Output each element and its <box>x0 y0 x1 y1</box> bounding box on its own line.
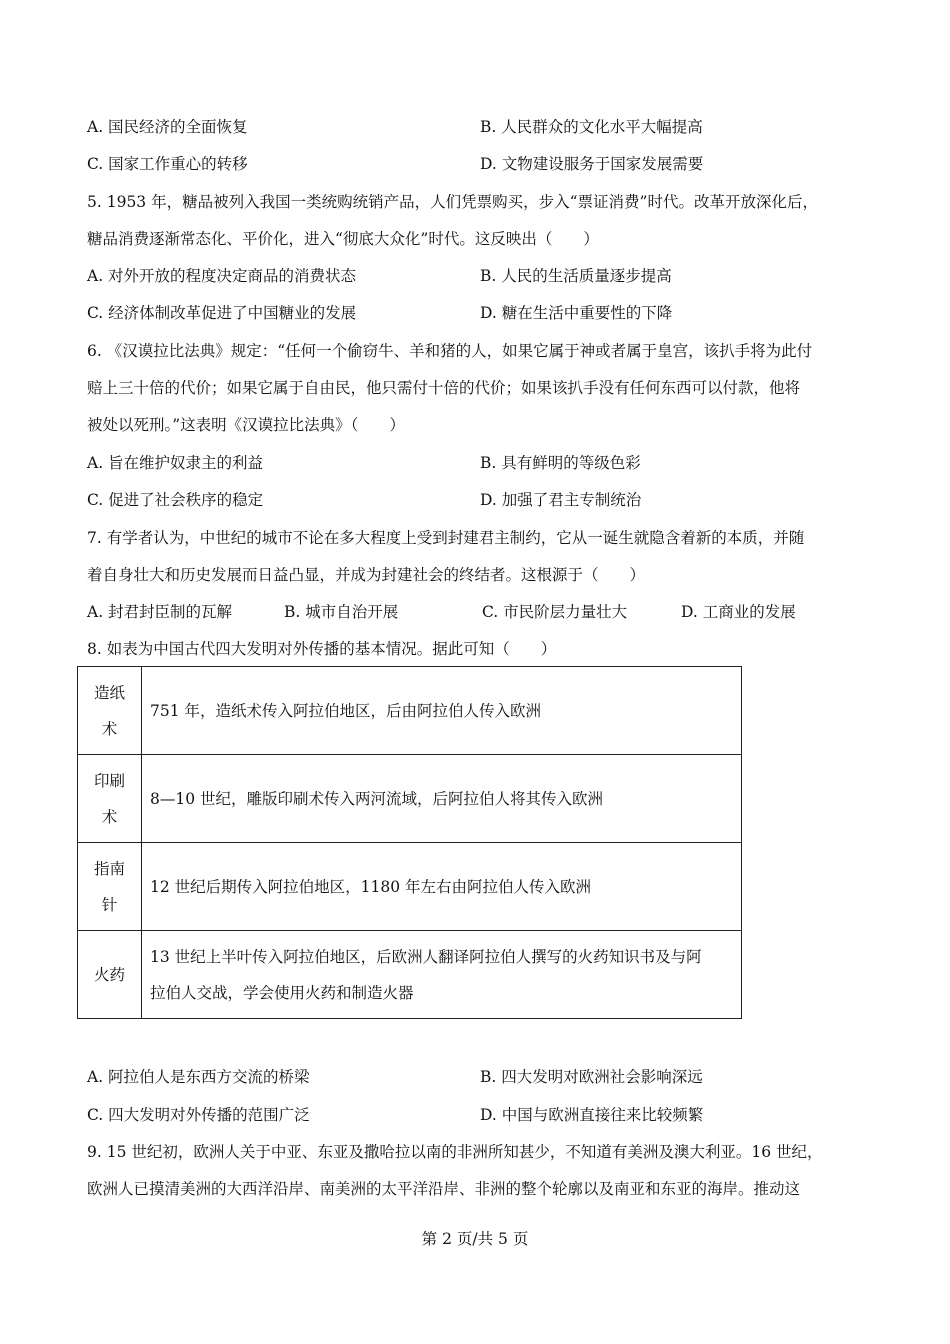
cell-text: 术 <box>101 719 118 738</box>
q7-stem-line-2: 着自身壮大和历史发展而日益凸显，并成为封建社会的终结者。这根源于（ ） <box>87 566 646 584</box>
q5-stem-line-2: 糖品消费逐渐常态化、平价化，进入“彻底大众化”时代。这反映出（ ） <box>87 230 599 248</box>
table-row <box>78 667 742 755</box>
q7-option-b: B. 城市自治开展 <box>284 603 399 621</box>
q6-stem-line-1: 6. 《汉谟拉比法典》规定：“任何一个偷窃牛、羊和猪的人，如果它属于神或者属于皇宫，该扒手将为此付 <box>87 342 813 360</box>
cell-text: 指南 <box>93 859 125 878</box>
q7-option-d: D. 工商业的发展 <box>681 603 796 621</box>
cell-text: 印刷 <box>93 771 125 790</box>
table-cell-name <box>78 931 142 1019</box>
q8-option-b: B. 四大发明对欧洲社会影响深远 <box>480 1068 703 1086</box>
table-cell-name <box>78 755 142 843</box>
q9-stem-line-2: 欧洲人已摸清美洲的大西洋沿岸、南美洲的太平洋沿岸、非洲的整个轮廓以及南亚和东亚的海岸。推动这 <box>87 1180 801 1198</box>
cell-text: 针 <box>101 895 118 914</box>
table-cell-desc <box>142 755 742 843</box>
q5-option-b: B. 人民的生活质量逐步提高 <box>480 267 672 285</box>
q6-stem-line-2: 赔上三十倍的代价；如果它属于自由民，他只需付十倍的代价；如果该扒手没有任何东西可以付款，他将 <box>87 379 801 397</box>
q5-stem-line-1: 5. 1953 年，糖品被列入我国一类统购统销产品，人们凭票购买，步入“票证消费”时代。改革开放深化后， <box>87 193 818 211</box>
q4-option-d: D. 文物建设服务于国家发展需要 <box>480 155 704 173</box>
cell-text: 751 年，造纸术传入阿拉伯地区，后由阿拉伯人传入欧洲 <box>150 701 542 720</box>
cell-text: 拉伯人交战，学会使用火药和制造火器 <box>150 983 414 1002</box>
cell-text: 术 <box>101 807 118 826</box>
q6-option-b: B. 具有鲜明的等级色彩 <box>480 454 641 472</box>
table-cell-name <box>78 843 142 931</box>
q7-option-a: A. 封君封臣制的瓦解 <box>87 603 233 621</box>
q6-option-c: C. 促进了社会秩序的稳定 <box>87 491 264 509</box>
q5-option-d: D. 糖在生活中重要性的下降 <box>480 304 673 322</box>
table-cell-desc <box>142 843 742 931</box>
q5-option-a: A. 对外开放的程度决定商品的消费状态 <box>87 267 357 285</box>
q4-option-a: A. 国民经济的全面恢复 <box>87 118 248 136</box>
q8-stem: 8. 如表为中国古代四大发明对外传播的基本情况。据此可知（ ） <box>87 640 557 658</box>
q6-option-d: D. 加强了君主专制统治 <box>480 491 642 509</box>
table-cell-desc <box>142 667 742 755</box>
q5-option-c: C. 经济体制改革促进了中国糖业的发展 <box>87 304 357 322</box>
q8-option-a: A. 阿拉伯人是东西方交流的桥梁 <box>87 1068 310 1086</box>
q4-option-c: C. 国家工作重心的转移 <box>87 155 248 173</box>
inventions-table <box>77 666 742 1019</box>
q4-option-b: B. 人民群众的文化水平大幅提高 <box>480 118 703 136</box>
q9-stem-line-1: 9. 15 世纪初，欧洲人关于中亚、东亚及撒哈拉以南的非洲所知甚少，不知道有美洲及澳大利亚。16 世纪， <box>87 1143 823 1161</box>
table-row <box>78 843 742 931</box>
cell-text: 8—10 世纪，雕版印刷术传入两河流域，后阿拉伯人将其传入欧洲 <box>150 789 604 808</box>
cell-text: 造纸 <box>93 683 125 702</box>
page-footer: 第 2 页/共 5 页 <box>421 1230 529 1248</box>
cell-text: 火药 <box>93 965 125 984</box>
q7-stem-line-1: 7. 有学者认为，中世纪的城市不论在多大程度上受到封建君主制约，它从一诞生就隐含着新的本质，并随 <box>87 529 805 547</box>
table-cell-desc <box>142 931 742 1019</box>
q6-option-a: A. 旨在维护奴隶主的利益 <box>87 454 264 472</box>
cell-text: 13 世纪上半叶传入阿拉伯地区，后欧洲人翻译阿拉伯人撰写的火药知识书及与阿 <box>150 947 702 966</box>
q8-option-c: C. 四大发明对外传播的范围广泛 <box>87 1106 310 1124</box>
table-row <box>78 755 742 843</box>
q6-stem-line-3: 被处以死刑。”这表明《汉谟拉比法典》（ ） <box>87 416 405 434</box>
cell-text: 12 世纪后期传入阿拉伯地区，1180 年左右由阿拉伯人传入欧洲 <box>150 877 592 896</box>
q7-option-c: C. 市民阶层力量壮大 <box>482 603 628 621</box>
q8-option-d: D. 中国与欧洲直接往来比较频繁 <box>480 1106 704 1124</box>
table-cell-name <box>78 667 142 755</box>
table-row <box>78 931 742 1019</box>
